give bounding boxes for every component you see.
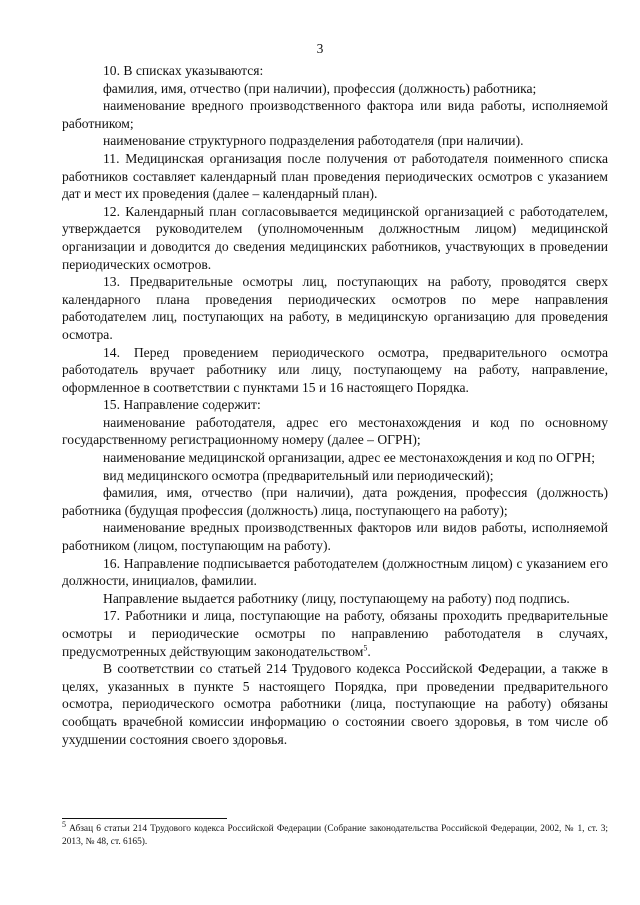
paragraph: наименование работодателя, адрес его местонахождения и код по основному государственному регистрационному номеру (далее – ОГРН); (62, 414, 608, 448)
paragraph-text: 17. Работники и лица, поступающие на работу, обязаны проходить предварительные осмотры и периодические осмотры по направлению работодателя в случаях, предусмотренных действующим законодательством (62, 608, 608, 659)
paragraph: наименование структурного подразделения работодателя (при наличии). (103, 133, 524, 149)
paragraph: 12. Календарный план согласовывается медицинской организацией с работодателем, утверждается руководителем (уполномоченным должностным лицом) медицинской организации и доводится до сведения медицинских работников, участвующих в проведении периодических осмотров. (62, 203, 608, 272)
document-body (62, 62, 608, 748)
footnote-reference: 5 (363, 643, 368, 653)
sentence-period: . (367, 643, 371, 659)
paragraph: 11. Медицинская организация после получения от работодателя поименного списка работников составляет календарный план проведения периодических осмотров с указанием дат и мест их проведения (далее – календарный план). (62, 150, 608, 202)
footnote-separator (62, 818, 227, 819)
footnote-text: Абзац 6 статьи 214 Трудового кодекса Российской Федерации (Собрание законодательства Российской Федерации, 2002, № 1, ст. 3; 2013, № 48, ст. 6165). (62, 824, 608, 847)
paragraph: фамилия, имя, отчество (при наличии), дата рождения, профессия (должность) работника (будущая профессия (должность) лица, поступающего на работу); (62, 485, 608, 518)
paragraph: наименование вредных производственных факторов или видов работы, исполняемой работником (лицом, поступающим на работу). (62, 520, 608, 554)
paragraph: 15. Направление содержит: (103, 397, 261, 413)
paragraph: 14. Перед проведением периодического осмотра, предварительного осмотра работодатель вручает работнику или лицу, поступающему на работу, направление, оформленное в соответствии с пунктами 15 и 16 настоящего Порядка. (62, 344, 608, 395)
paragraph: В соответствии со статьей 214 Трудового кодекса Российской Федерации, а также в целях, указанных в пункте 5 настоящего Порядка, при проведении предварительного осмотра, периодического осмотра работники (лица, поступающие на работу) обязаны сообщать врачебной комиссии информацию о состоянии своего здоровья, в том числе об ухудшении состояния своего здоровья. (62, 661, 608, 747)
paragraph: наименование вредного производственного фактора или вида работы, исполняемой работником; (62, 98, 608, 131)
paragraph: 10. В списках указываются: (103, 63, 264, 78)
paragraph: 13. Предварительные осмотры лиц, поступающих на работу, проводятся сверх календарного плана проведения периодических осмотров по мере направления работодателем лиц, поступающих на работу, в медицинскую организацию для проведения осмотра. (62, 274, 608, 342)
footnote-marker: 5 (62, 819, 66, 829)
paragraph-with-footnote (62, 607, 608, 660)
paragraph: наименование медицинской организации, адрес ее местонахождения и код по ОГРН; (103, 450, 595, 466)
paragraph: фамилия, имя, отчество (при наличии), профессия (должность) работника; (103, 80, 537, 96)
paragraph: 16. Направление подписывается работодателем (должностным лицом) с указанием его должности, инициалов, фамилии. (62, 555, 608, 589)
paragraph: вид медицинского осмотра (предварительный или периодический); (103, 467, 494, 483)
footnote (62, 819, 608, 848)
paragraph: Направление выдается работнику (лицу, поступающему на работу) под подпись. (103, 590, 570, 606)
page-number: 3 (316, 41, 324, 56)
